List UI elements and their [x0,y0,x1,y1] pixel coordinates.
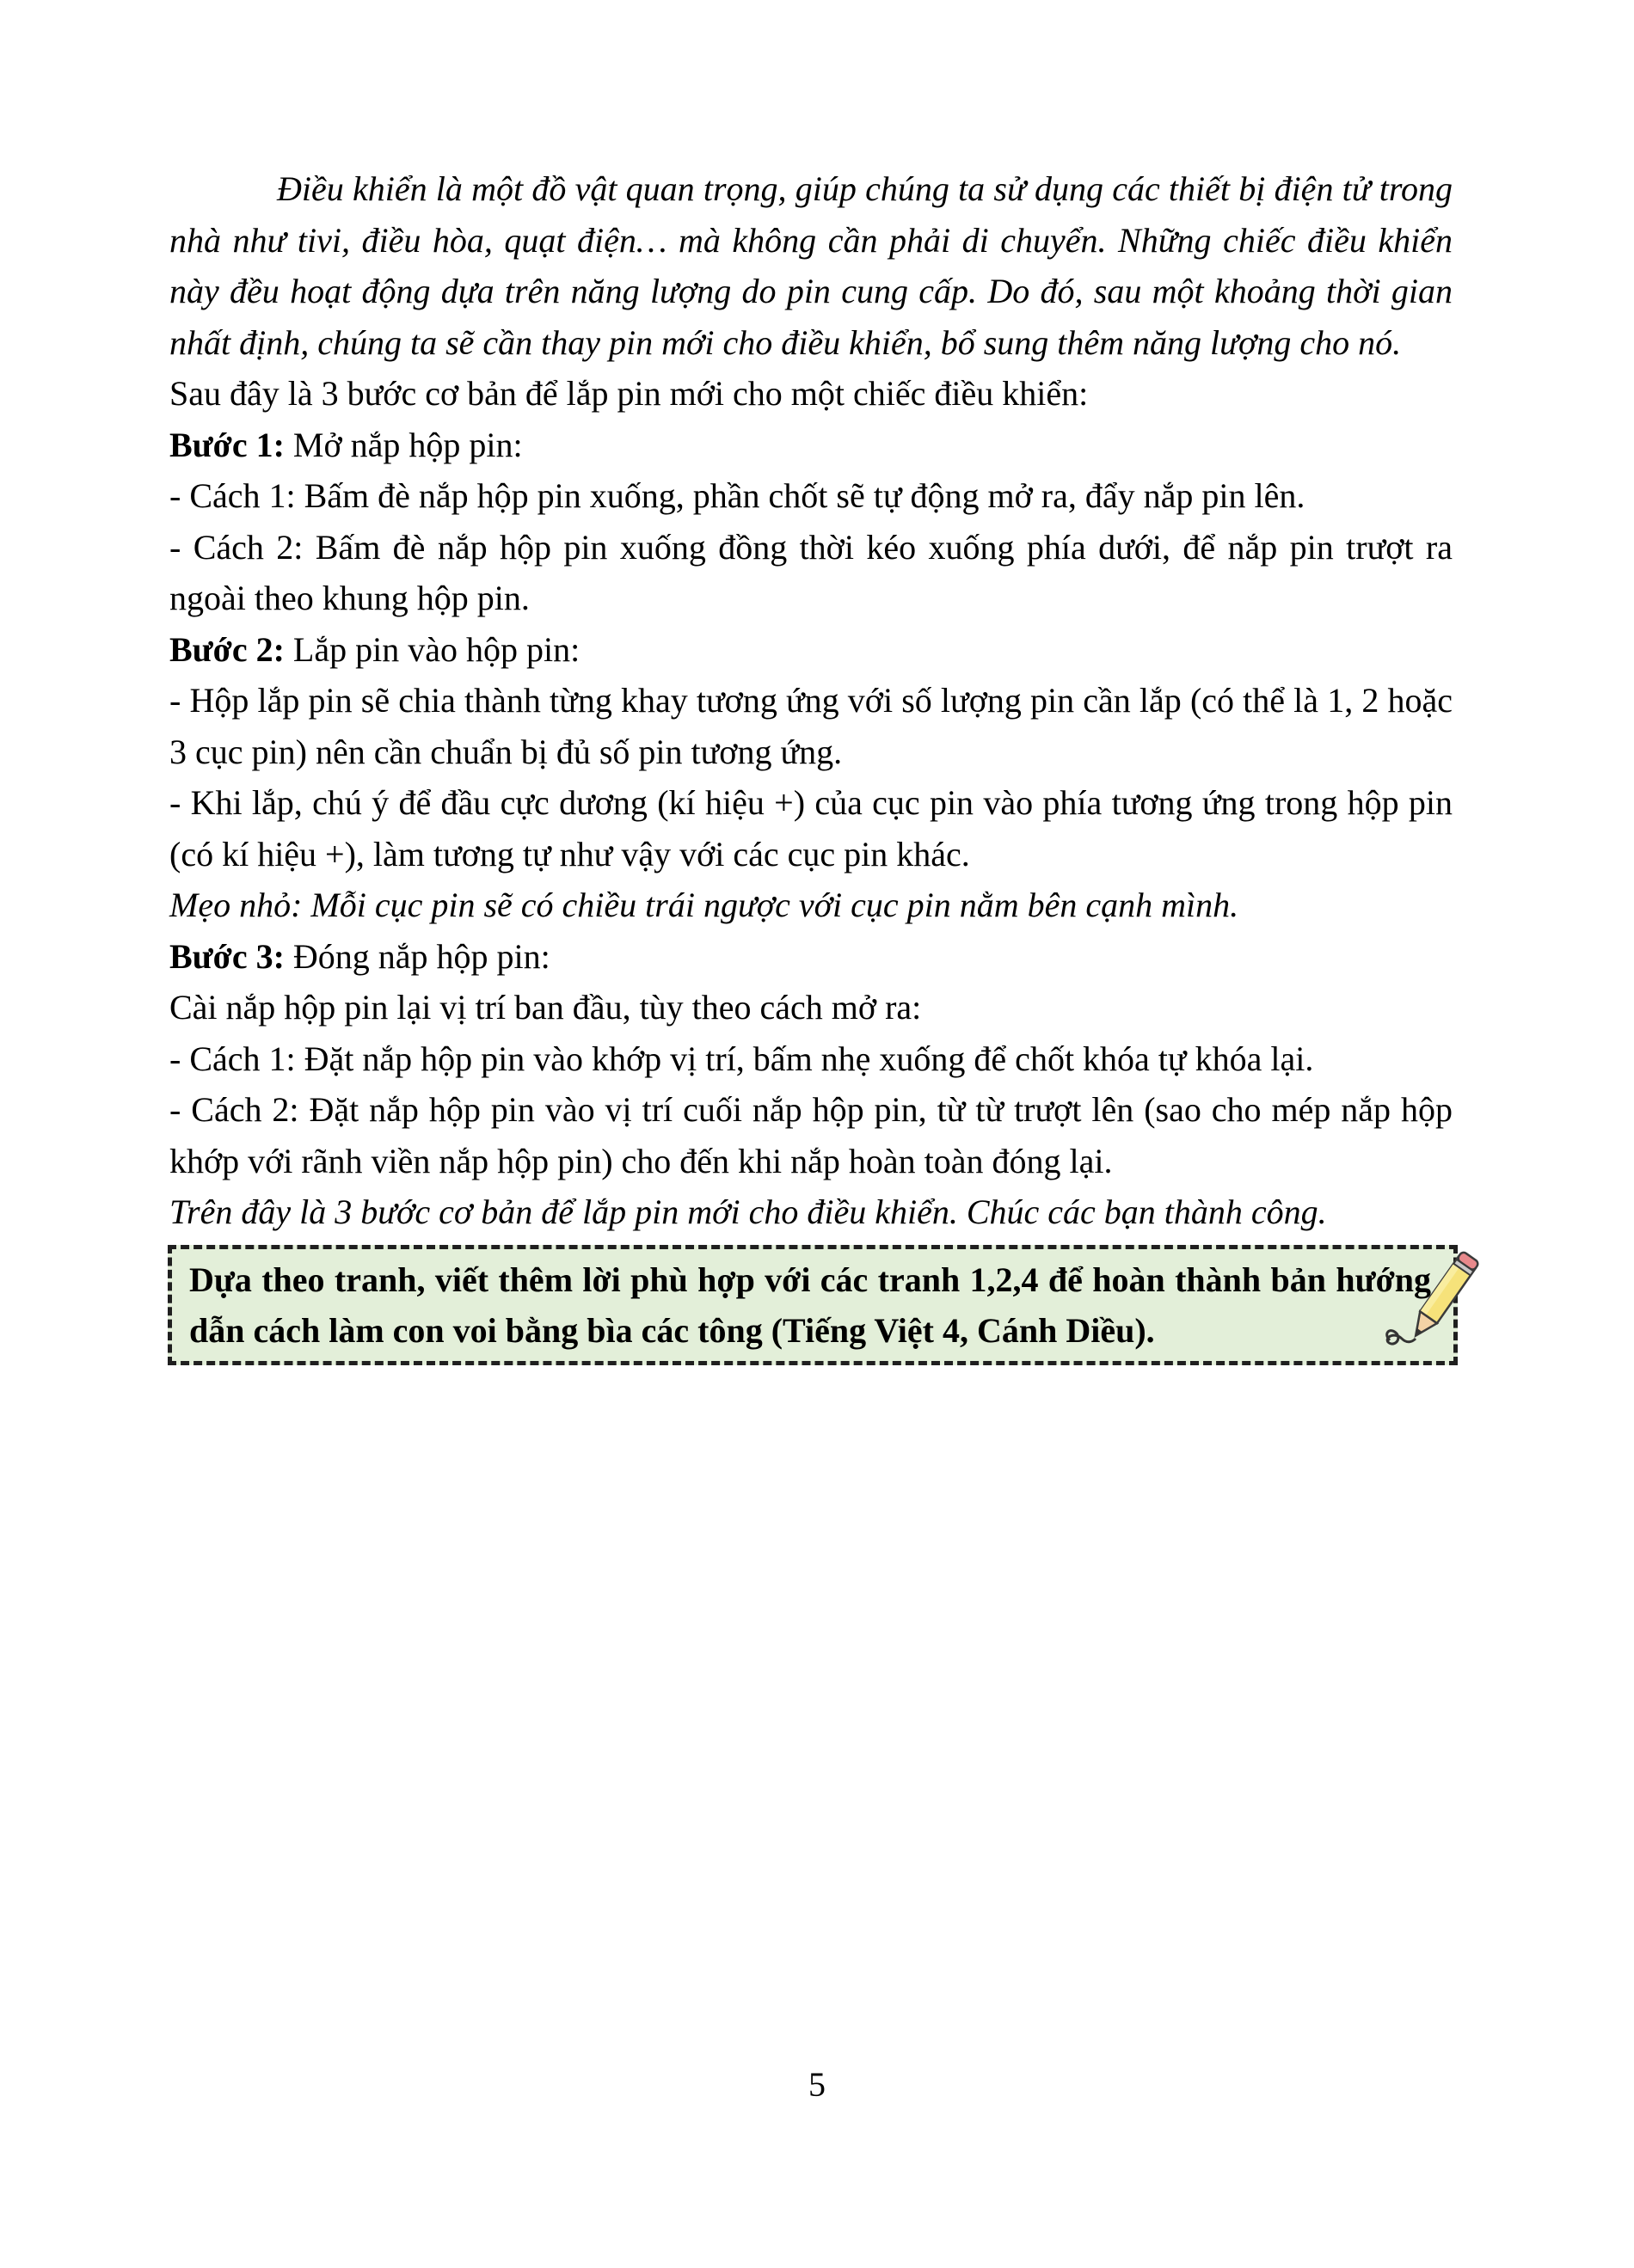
step-1-title: Mở nắp hộp pin: [284,425,523,464]
step-1-heading [169,420,1453,471]
page-number: 5 [808,2065,826,2104]
step-1-label: Bước 1: [169,425,285,464]
pencil-icon [1381,1247,1484,1359]
intro-paragraph: Điều khiển là một đồ vật quan trọng, giúp chúng ta sử dụng các thiết bị điện tử trong nhà như tivi, điều hòa, quạt điện… mà không cần phải di chuyển. Những chiếc điều khiển này đều hoạt động dựa trên năng lượng do pin cung cấp. Do đó, sau một khoảng thời gian nhất định, chúng ta sẽ cần thay pin mới cho điều khiển, bổ sung thêm năng lượng cho nó. [169,169,1453,362]
step-2-tip: Mẹo nhỏ: Mỗi cục pin sẽ có chiều trái ngược với cục pin nằm bên cạnh mình. [169,886,1239,924]
closing-paragraph: Trên đây là 3 bước cơ bản để lắp pin mới cho điều khiển. Chúc các bạn thành công. [169,1192,1327,1231]
step-1-method-1: - Cách 1: Bấm đè nắp hộp pin xuống, phần chốt sẽ tự động mở ra, đẩy nắp pin lên. [169,476,1305,515]
step-3-method-1: - Cách 1: Đặt nắp hộp pin vào khớp vị trí, bấm nhẹ xuống để chốt khóa tự khóa lại. [169,1039,1314,1078]
step-3-label: Bước 3: [169,936,285,976]
document-page [169,163,1453,1365]
task-box [168,1245,1458,1365]
task-text: Dựa theo tranh, viết thêm lời phù hợp với các tranh 1,2,4 để hoàn thành bản hướng dẫn cách làm con voi bằng bìa các tông (Tiếng Việt 4, Cánh Diều). [189,1260,1431,1350]
step-2-title: Lắp pin vào hộp pin: [284,629,580,669]
step-2-line-2: - Khi lắp, chú ý để đầu cực dương (kí hiệu +) của cục pin vào phía tương ứng trong hộp pin (có kí hiệu +), làm tương tự như vậy với các cục pin khác. [169,783,1453,873]
step-3-line-1: Cài nắp hộp pin lại vị trí ban đầu, tùy theo cách mở ra: [169,988,922,1027]
step-3-title: Đóng nắp hộp pin: [284,936,550,976]
step-2-label: Bước 2: [169,629,285,669]
step-3-method-2: - Cách 2: Đặt nắp hộp pin vào vị trí cuối nắp hộp pin, từ từ trượt lên (sao cho mép nắp hộp khớp với rãnh viền nắp hộp pin) cho đến khi nắp hoàn toàn đóng lại. [169,1090,1453,1180]
lead-paragraph: Sau đây là 3 bước cơ bản để lắp pin mới cho một chiếc điều khiển: [169,374,1089,413]
step-2-line-1: - Hộp lắp pin sẽ chia thành từng khay tương ứng với số lượng pin cần lắp (có thể là 1, 2 hoặc 3 cục pin) nên cần chuẩn bị đủ số pin tương ứng. [169,681,1453,771]
step-2-heading [169,624,1453,676]
step-1-method-2: - Cách 2: Bấm đè nắp hộp pin xuống đồng thời kéo xuống phía dưới, để nắp pin trượt ra ngoài theo khung hộp pin. [169,527,1453,617]
step-3-heading [169,931,1453,983]
